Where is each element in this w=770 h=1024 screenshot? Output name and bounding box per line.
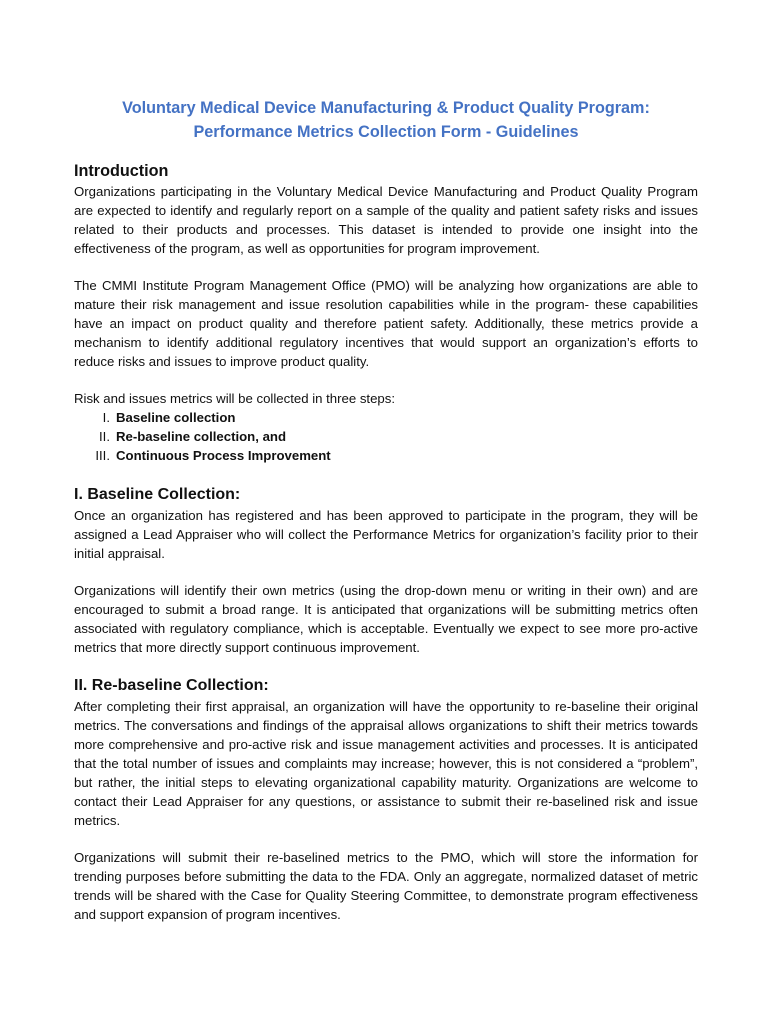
baseline-section bbox=[74, 484, 698, 657]
rebaseline-heading: II. Re-baseline Collection: bbox=[74, 677, 269, 694]
introduction-paragraph-1: Organizations participating in the Voluntary Medical Device Manufacturing and Product Quality Program are expected to identify and regularly report on a sample of the quality and patient safety risks and issues related to their products and processes. This dataset is intended to provide one insight into the effectiveness of the program, as well as opportunities for program improvement. bbox=[74, 184, 698, 256]
step-number: I. bbox=[102, 410, 110, 425]
step-label: Continuous Process Improvement bbox=[116, 448, 331, 463]
baseline-paragraph-1: Once an organization has registered and has been approved to participate in the program, they will be assigned a Lead Appraiser who will collect the Performance Metrics for organization’s facility prior to their initial appraisal. bbox=[74, 508, 698, 561]
title-line-2: Performance Metrics Collection Form - Guidelines bbox=[193, 123, 579, 141]
steps-list bbox=[74, 408, 698, 465]
introduction-heading: Introduction bbox=[74, 162, 169, 180]
introduction-section bbox=[74, 160, 698, 465]
step-number: III. bbox=[95, 448, 110, 463]
introduction-paragraph-2: The CMMI Institute Program Management Office (PMO) will be analyzing how organizations are able to mature their risk management and issue resolution capabilities while in the program- these capabilities have an impact on product quality and therefore patient safety. Additionally, these metrics provide a mechanism to identify additional regulatory incentives that would support an organization’s efforts to reduce risks and issues to improve product quality. bbox=[74, 278, 698, 369]
introduction-paragraph-3: Risk and issues metrics will be collected in three steps: bbox=[74, 391, 396, 406]
rebaseline-paragraph-1: After completing their first appraisal, an organization will have the opportunity to re-baseline their original metrics. The conversations and findings of the appraisal allows organizations to shift their metrics towards more comprehensive and pro-active risk and issue management activities and processes. It is anticipated that the total number of issues and complaints may increase; however, this is not considered a “problem”, but rather, the initial steps to elevating organizational capability maturity. Organizations are welcome to contact their Lead Appraiser for any questions, or assistance to submit their re-baselined risk and issue metrics. bbox=[74, 699, 698, 828]
step-label: Re-baseline collection, and bbox=[116, 429, 287, 444]
rebaseline-paragraph-2: Organizations will submit their re-baselined metrics to the PMO, which will store the information for trending purposes before submitting the data to the FDA. Only an aggregate, normalized dataset of metric trends will be shared with the Case for Quality Steering Committee, to demonstrate program effectiveness and support expansion of program incentives. bbox=[74, 850, 698, 922]
document-title bbox=[74, 96, 698, 144]
step-item bbox=[74, 446, 698, 465]
step-item bbox=[74, 427, 698, 446]
title-line-1: Voluntary Medical Device Manufacturing & Product Quality Program: bbox=[122, 99, 650, 117]
step-number: II. bbox=[99, 429, 110, 444]
rebaseline-section bbox=[74, 675, 698, 924]
document-page bbox=[74, 96, 698, 924]
baseline-paragraph-2: Organizations will identify their own metrics (using the drop-down menu or writing in their own) and are encouraged to submit a broad range. It is anticipated that organizations will be submitting metrics often associated with regulatory compliance, which is acceptable. Eventually we expect to see more pro-active metrics that more directly support continuous improvement. bbox=[74, 583, 698, 655]
step-item bbox=[74, 408, 698, 427]
baseline-heading: I. Baseline Collection: bbox=[74, 486, 241, 503]
step-label: Baseline collection bbox=[116, 410, 236, 425]
